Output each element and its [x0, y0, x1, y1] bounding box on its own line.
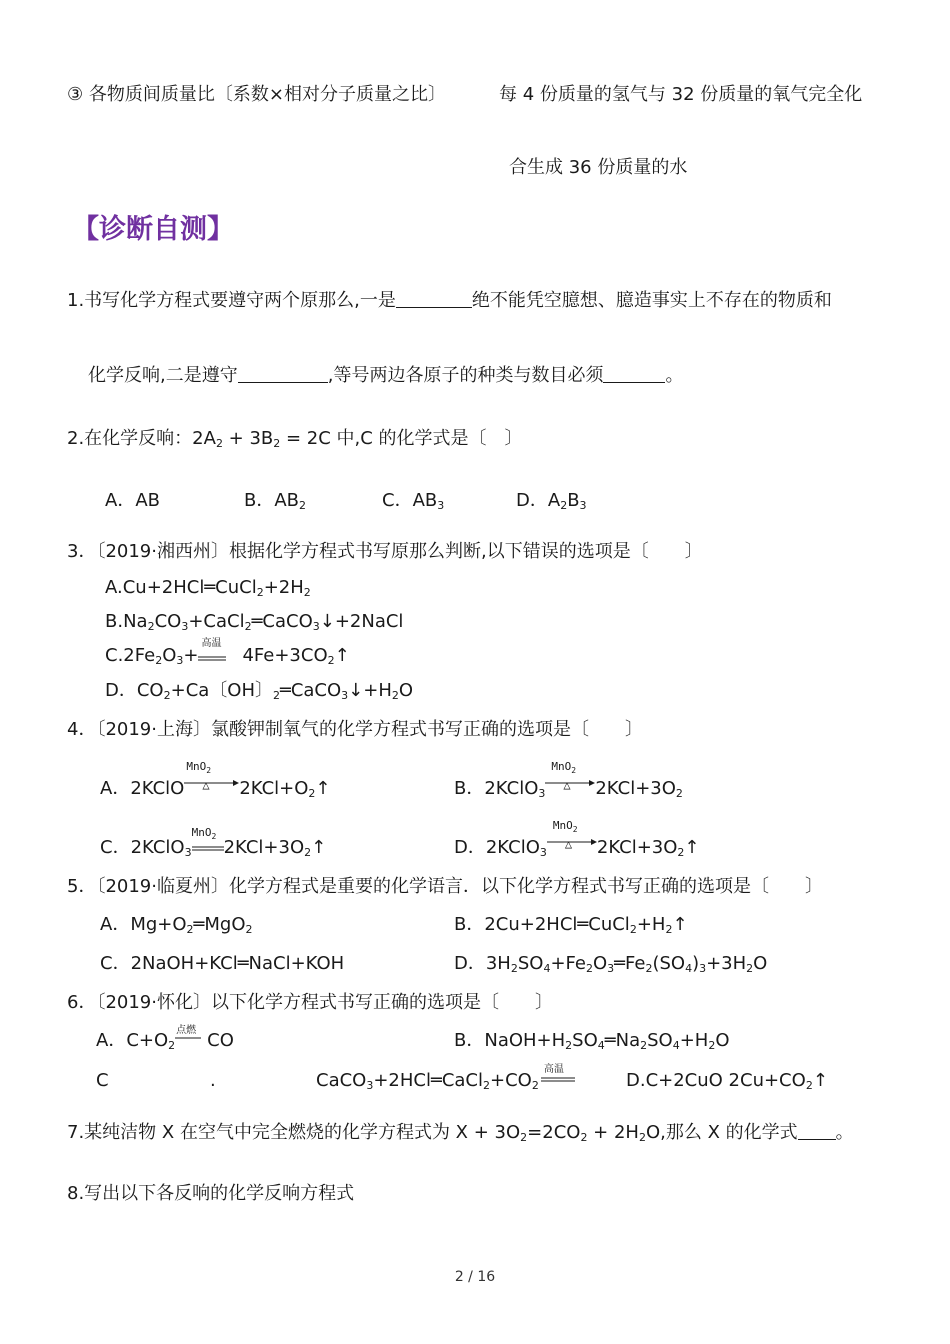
- s: 4: [597, 1039, 605, 1052]
- q2-option-d[interactable]: [516, 489, 587, 513]
- intro-right-line1: 每 4 份质量的氢气与 32 份质量的氧气完全化: [499, 84, 863, 105]
- s: 2: [580, 1131, 588, 1144]
- reaction-condition: [539, 1064, 577, 1088]
- q1-text-c: 化学反响,二是遵守: [88, 365, 238, 386]
- t: B．2Cu+2HCl═CuCl: [454, 914, 630, 935]
- s: 2: [571, 766, 577, 775]
- s: 3: [539, 846, 547, 859]
- t: O: [715, 1030, 730, 1051]
- question-3-stem: 3．〔2019·湘西州〕根据化学方程式书写原那么判断,以下错误的选项是〔 〕: [67, 541, 703, 562]
- s: 2: [565, 1039, 573, 1052]
- q6-option-a[interactable]: [96, 1025, 234, 1053]
- reaction-condition-line: [198, 638, 228, 663]
- option-text: C．AB: [382, 490, 438, 511]
- s: 2: [327, 654, 335, 667]
- option-text: D．A: [516, 490, 561, 511]
- option-sub: 2: [560, 499, 568, 512]
- option-sub: 3: [437, 499, 445, 512]
- q1-text-b: 绝不能凭空臆想、臆造事实上不存在的物质和: [471, 290, 832, 311]
- catalyst-text: MnO: [186, 760, 207, 773]
- t: O: [753, 953, 768, 974]
- t: +Fe: [550, 953, 586, 974]
- section-heading: 【诊断自测】: [72, 214, 234, 245]
- t: B．NaOH+H: [454, 1030, 566, 1051]
- catalyst-text: MnO: [552, 819, 573, 832]
- s: 2: [638, 1131, 646, 1144]
- q1-text-e: 。: [665, 365, 684, 386]
- reaction-arrow: [547, 819, 597, 855]
- catalyst-label: [553, 820, 578, 832]
- s: 2: [510, 962, 518, 975]
- t: +H: [636, 914, 666, 935]
- catalyst-text: MnO: [191, 826, 212, 839]
- s: 2: [163, 689, 171, 702]
- s: 2: [147, 620, 155, 633]
- q6-option-d[interactable]: [626, 1069, 828, 1093]
- condition-ignite: 点燃: [176, 1025, 197, 1036]
- question-8: 8.写出以下各反响的化学反响方程式: [67, 1183, 355, 1204]
- t: ↑: [311, 837, 327, 858]
- t: +CO: [490, 1070, 532, 1091]
- q2-stem-c: = 2C 中,C 的化学式是〔 〕: [280, 428, 523, 449]
- question-5-stem: 5．〔2019·临夏州〕化学方程式是重要的化学语言．以下化学方程式书写正确的选项是〔 〕: [67, 876, 823, 897]
- s: 2: [746, 962, 754, 975]
- question-4-stem: 4．〔2019·上海〕氯酸钾制氧气的化学方程式书写正确的选项是〔 〕: [67, 719, 643, 740]
- q2-option-b[interactable]: [244, 489, 306, 513]
- t: ═Fe: [614, 953, 646, 974]
- q4-option-d[interactable]: [454, 819, 700, 860]
- s: 2: [308, 787, 316, 800]
- t: C.2Fe: [105, 645, 156, 666]
- s: 2: [244, 620, 252, 633]
- q4-option-c[interactable]: [100, 826, 327, 860]
- q3-option-c[interactable]: [105, 638, 350, 668]
- s: 2: [531, 1079, 539, 1092]
- t: SO: [517, 953, 544, 974]
- t: 2KCl+O: [239, 778, 309, 799]
- t: C．2KClO: [100, 837, 185, 858]
- s: 2: [665, 923, 673, 936]
- q6-option-c-letter[interactable]: C: [96, 1070, 109, 1091]
- reaction-condition: [175, 1025, 203, 1048]
- reaction-equals: [191, 826, 224, 855]
- t: +CaCl: [188, 611, 245, 632]
- t: + 2H: [587, 1122, 639, 1143]
- s: 2: [675, 787, 683, 800]
- s: 2: [640, 1039, 648, 1052]
- condition-high-temp: 高温: [543, 1064, 564, 1075]
- t: 4Fe+3CO: [242, 645, 328, 666]
- s: 3: [607, 962, 615, 975]
- t: O,那么 X 的化学式: [645, 1122, 798, 1143]
- q1-text-a: 1.书写化学方程式要遵守两个原那么,一是: [67, 290, 396, 311]
- t: 2KCl+3O: [595, 778, 676, 799]
- heat-label: △: [202, 778, 210, 792]
- q6-option-c-dot: .: [210, 1070, 216, 1091]
- question-2-stem: [67, 427, 523, 451]
- heat-label: △: [563, 778, 571, 792]
- q4-option-b[interactable]: [454, 760, 683, 801]
- s: 2: [168, 1039, 176, 1052]
- s: 2: [645, 962, 653, 975]
- t: C．2NaOH+KCl═NaCl+KOH: [100, 953, 345, 974]
- q2-stem-a: 2.在化学反响：2A: [67, 428, 216, 449]
- q1-blank-3[interactable]: [603, 365, 665, 383]
- t: CO: [207, 1030, 234, 1051]
- t: +2H: [263, 577, 304, 598]
- heat-label: △: [564, 837, 573, 851]
- s: 2: [155, 654, 163, 667]
- t: (SO: [652, 953, 686, 974]
- s: 3: [176, 654, 184, 667]
- option-sub: 2: [299, 499, 307, 512]
- q2-option-a[interactable]: [105, 489, 160, 513]
- t: O: [592, 953, 608, 974]
- s: 2: [186, 923, 194, 936]
- t: A．Mg+O: [100, 914, 187, 935]
- s: 2: [629, 923, 637, 936]
- t: D．CO: [105, 680, 164, 701]
- q4-option-a[interactable]: [100, 760, 331, 801]
- catalyst-label: [186, 761, 211, 773]
- s: 3: [366, 1079, 374, 1092]
- q2-stem-b: + 3B: [222, 428, 274, 449]
- s: 2: [572, 825, 578, 834]
- s: 2: [304, 846, 312, 859]
- t: CO: [154, 611, 182, 632]
- option-text: A．AB: [105, 490, 160, 511]
- reaction-arrow: [545, 760, 595, 796]
- catalyst-label: [192, 827, 217, 839]
- q5-option-a[interactable]: [100, 913, 253, 937]
- s: 2: [708, 1039, 716, 1052]
- option-sub: 3: [579, 499, 587, 512]
- q2-sub: 2: [215, 437, 223, 450]
- t: B．2KClO: [454, 778, 539, 799]
- t: ↑: [684, 837, 700, 858]
- s: 2: [805, 1079, 813, 1092]
- q5-option-c[interactable]: [100, 952, 344, 976]
- t: A.Cu+2HCl═CuCl: [105, 577, 257, 598]
- t: O: [398, 680, 414, 701]
- s: 2: [211, 832, 217, 841]
- q6-option-b[interactable]: [454, 1029, 730, 1053]
- q1-text-d: ,等号两边各原子的种类与数目必须: [327, 365, 604, 386]
- t: +: [183, 645, 199, 666]
- q5-option-b[interactable]: [454, 913, 688, 937]
- q1-blank-2[interactable]: [238, 365, 328, 383]
- t: ↑: [812, 1070, 828, 1091]
- t: SO: [572, 1030, 598, 1051]
- t: +3H: [706, 953, 747, 974]
- question-1-line1: [67, 289, 832, 313]
- s: 2: [520, 1131, 528, 1144]
- t: ═CaCO: [280, 680, 342, 701]
- s: 2: [245, 923, 253, 936]
- s: 3: [312, 620, 320, 633]
- t: ↑: [334, 645, 350, 666]
- condition-high-temp: 高温: [201, 638, 222, 649]
- t: A．2KClO: [100, 778, 185, 799]
- t: ═MgO: [193, 914, 246, 935]
- t: SO: [647, 1030, 673, 1051]
- s: 3: [538, 787, 546, 800]
- s: 3: [699, 962, 707, 975]
- s: 4: [543, 962, 551, 975]
- q3-option-b[interactable]: [105, 610, 403, 634]
- s: 3: [181, 620, 189, 633]
- t: ═CaCO: [251, 611, 313, 632]
- t: CaCO: [316, 1070, 367, 1091]
- intro-left: ③ 各物质间质量比〔系数×相对分子质量之比〕: [67, 84, 446, 105]
- s: 3: [184, 846, 192, 859]
- t: D．2KClO: [454, 837, 540, 858]
- q7-blank[interactable]: [798, 1122, 836, 1140]
- t: +2HCl═CaCl: [373, 1070, 483, 1091]
- s: 2: [391, 689, 399, 702]
- t: ═Na: [604, 1030, 641, 1051]
- t: 。: [835, 1122, 854, 1143]
- intro-right-line2: 合生成 36 份质量的水: [509, 157, 688, 178]
- t: O: [162, 645, 177, 666]
- t: +Ca〔OH〕: [170, 680, 273, 701]
- q6-option-c-equation[interactable]: [316, 1064, 577, 1093]
- catalyst-label: [551, 761, 576, 773]
- t: ↑: [315, 778, 331, 799]
- t: D．3H: [454, 953, 511, 974]
- option-text: B: [567, 490, 580, 511]
- reaction-arrow: [184, 760, 239, 796]
- t: =2CO: [527, 1122, 581, 1143]
- q3-option-d[interactable]: [105, 679, 413, 703]
- s: 2: [206, 766, 212, 775]
- s: 2: [303, 586, 311, 599]
- s: 2: [256, 586, 264, 599]
- t: 2KCl+3O: [596, 837, 678, 858]
- option-text: B．AB: [244, 490, 300, 511]
- t: ↓+H: [348, 680, 392, 701]
- question-6-stem: 6．〔2019·怀化〕以下化学方程式书写正确的选项是〔 〕: [67, 992, 553, 1013]
- t: A．C+O: [96, 1030, 169, 1051]
- catalyst-text: MnO: [551, 760, 572, 773]
- question-7: [67, 1121, 854, 1145]
- t: 7.某纯洁物 X 在空气中完全燃烧的化学方程式为 X + 3O: [67, 1122, 521, 1143]
- q2-sub: 2: [273, 437, 281, 450]
- q2-option-c[interactable]: [382, 489, 444, 513]
- q5-option-d[interactable]: [454, 952, 767, 976]
- s: 2: [677, 846, 685, 859]
- s: 2: [273, 689, 280, 702]
- t: D.C+2CuO 2Cu+CO: [626, 1070, 806, 1091]
- t: ): [692, 953, 700, 974]
- s: 2: [483, 1079, 490, 1092]
- q1-blank-1[interactable]: [396, 290, 472, 308]
- page-number: 2 / 16: [454, 1269, 496, 1285]
- q3-option-a[interactable]: [105, 576, 311, 600]
- question-1-line2: [88, 364, 683, 388]
- s: 4: [672, 1039, 680, 1052]
- s: 4: [685, 962, 693, 975]
- t: B.Na: [105, 611, 148, 632]
- s: 2: [585, 962, 593, 975]
- t: ↑: [672, 914, 688, 935]
- t: +H: [679, 1030, 709, 1051]
- s: 3: [341, 689, 349, 702]
- t: 2KCl+3O: [223, 837, 305, 858]
- t: ↓+2NaCl: [319, 611, 404, 632]
